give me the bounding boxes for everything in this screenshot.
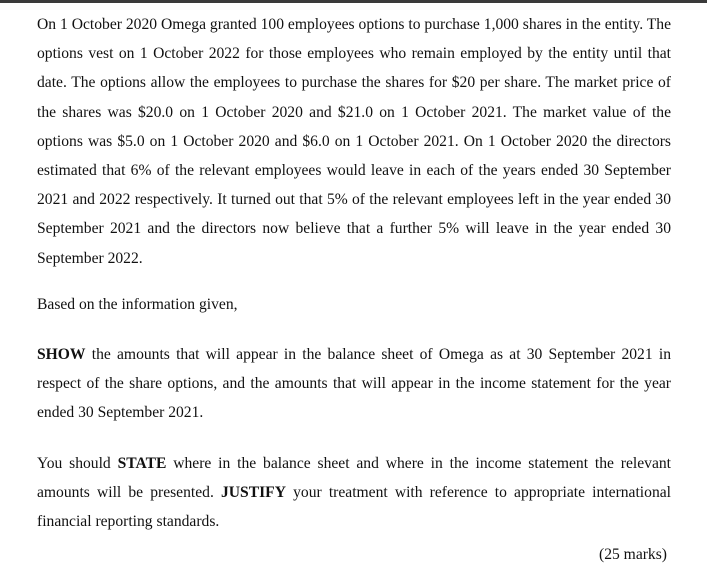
top-border [0,0,707,3]
scenario-paragraph: On 1 October 2020 Omega granted 100 employees options to purchase 1,000 shares in the entity. The options vest on 1 October 2022 for those employees who remain employed by the entity until that date. The options allow the employees to purchase the shares for $20 per share. The market price of the shares was $20.0 on 1 October 2020 and $21.0 on 1 October 2021. The market value of the options was $5.0 on 1 October 2020 and $6.0 on 1 October 2021. On 1 October 2020 the directors estimated that 6% of the relevant employees would leave in each of the years ended 30 September 2021 and 2022 respectively. It turned out that 5% of the relevant employees left in the year ended 30 September 2021 and the directors now believe that a further 5% will leave in the year ended 30 September 2022. [37,16,671,267]
marks-label: (25 marks) [599,546,667,563]
justify-keyword: JUSTIFY [220,483,286,501]
justify-end-text: your treatment with reference to appropriate international financial reporting standards. [37,483,671,531]
intro-paragraph: Based on the information given, [37,295,238,313]
state-lead-text: You should [37,454,118,472]
state-keyword: STATE [117,454,167,472]
show-keyword: SHOW [37,346,86,364]
question-document [37,10,671,536]
state-mid-text: where in the balance sheet and where in the income statement the relevant amounts will be presented. [37,454,672,501]
state-justify-paragraph [37,449,671,537]
show-task-paragraph [37,340,671,428]
show-task-text: the amounts that will appear in the balance sheet of Omega as at 30 September 2021 in respect of the share options, and the amounts that will appear in the income statement for the year ended 30 September 2021. [37,346,671,422]
